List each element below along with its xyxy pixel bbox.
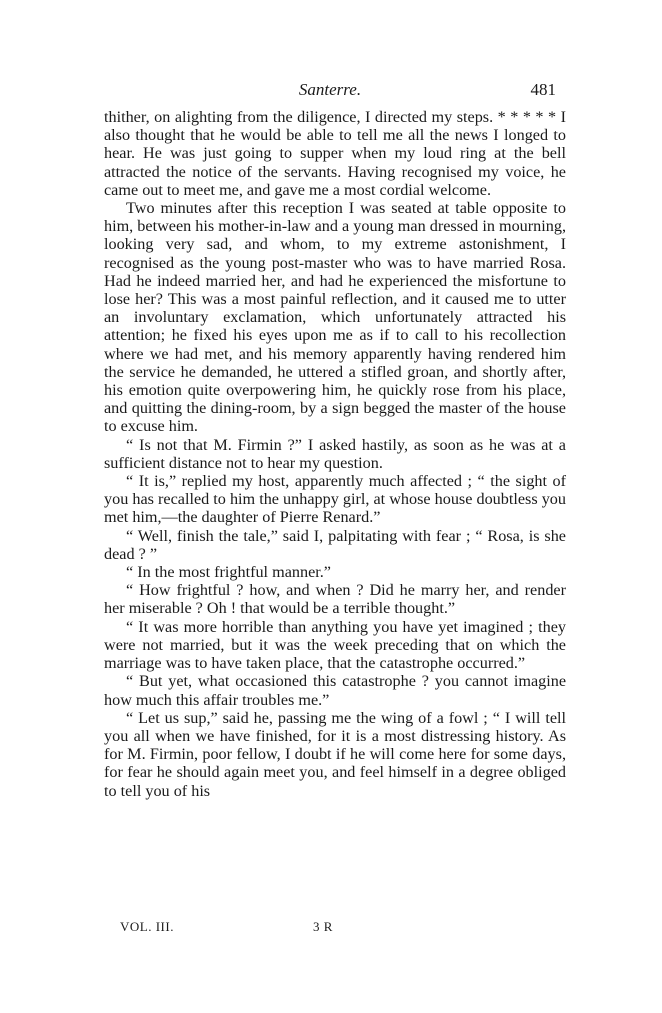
paragraph-1: thither, on alighting from the diligence, I directed my steps. * * * * * I also thought that he would be able to tell me all the news I longed to hear. He was just going to supper when my loud ring at the bell attracted the notice of the servants. Having recognised my voice, he came out to meet me, and gave me a most cordial welcome.	[104, 108, 566, 199]
volume-label: VOL. III.	[120, 919, 174, 934]
running-header	[104, 80, 556, 102]
paragraph-3: “ Is not that M. Firmin ?” I asked hastily, as soon as he was at a sufficient distance not to hear my question.	[104, 435, 566, 472]
signature-mark: 3 R	[313, 919, 333, 934]
paragraph-9: “ But yet, what occasioned this catastrophe ? you cannot imagine how much this affair troubles me.”	[104, 672, 566, 709]
page-body	[104, 108, 566, 800]
page-footer	[120, 919, 420, 939]
page-number: 481	[530, 80, 556, 99]
paragraph-4: “ It is,” replied my host, apparently much affected ; “ the sight of you has recalled to him the unhappy girl, at whose house doubtless you met him,—the daughter of Pierre Renard.”	[104, 472, 566, 527]
paragraph-6: “ In the most frightful manner.”	[126, 563, 331, 582]
paragraph-10: “ Let us sup,” said he, passing me the wing of a fowl ; “ I will tell you all when we have finished, for it is a most distressing history. As for M. Firmin, poor fellow, I doubt if he will come here for some days, for fear he should again meet you, and feel himself in a degree obliged to tell you of his	[104, 708, 566, 800]
paragraph-5: “ Well, finish the tale,” said I, palpitating with fear ; “ Rosa, is she dead ? ”	[104, 526, 566, 563]
running-title: Santerre.	[298, 80, 362, 99]
paragraph-7: “ How frightful ? how, and when ? Did he marry her, and render her miserable ? Oh ! that would be a terrible thought.”	[104, 581, 566, 618]
paragraph-8: “ It was more horrible than anything you have yet imagined ; they were not married, but it was the week preceding that on which the marriage was to have taken place, that the catastrophe occurred.”	[104, 617, 566, 673]
paragraph-2: Two minutes after this reception I was seated at table opposite to him, between his mother-in-law and a young man dressed in mourning, looking very sad, and whom, to my extreme astonishment, I recognised as the young post-master who was to have married Rosa. Had he indeed married her, and had he experienced the misfortune to lose her? This was a most painful reflection, and it caused me to utter an involuntary exclamation, which unfortunately attracted his attention; he fixed his eyes upon me as if to call to his recollection where we had met, and his memory apparently having rendered him the service he demanded, he uttered a stifled groan, and shortly after, his emotion quite overpowering him, he quickly rose from his place, and quitting the dining-room, by a sign begged the master of the house to excuse him.	[104, 199, 566, 436]
